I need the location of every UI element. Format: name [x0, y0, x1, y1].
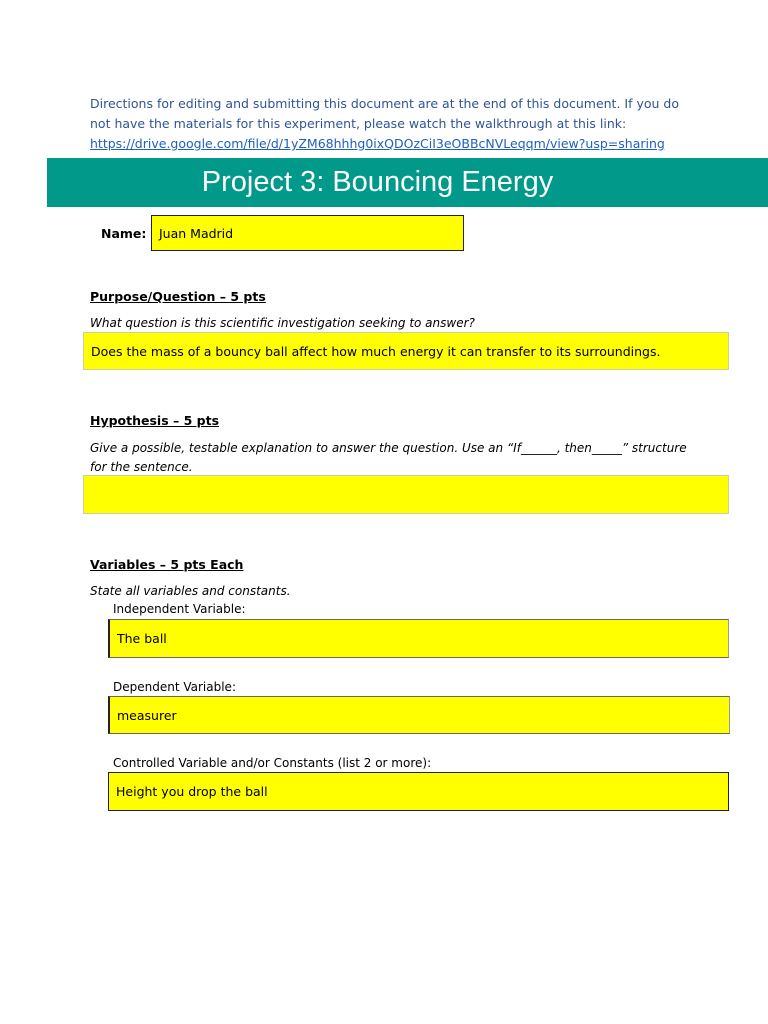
independent-variable-label: Independent Variable:: [113, 602, 246, 616]
title-banner: [47, 158, 768, 207]
page-title: Project 3: Bouncing Energy: [201, 166, 554, 198]
purpose-answer-field[interactable]: Does the mass of a bouncy ball affect how much energy it can transfer to its surroundings.: [83, 332, 729, 370]
controlled-variable-field[interactable]: Height you drop the ball: [108, 772, 729, 811]
purpose-prompt: What question is this scientific investigation seeking to answer?: [90, 316, 475, 330]
walkthrough-link[interactable]: https://drive.google.com/file/d/1yZM68hhhg0ixQDOzCiI3eOBBcNVLeqqm/view?usp=sharing: [90, 136, 665, 151]
hypothesis-answer-field[interactable]: [83, 475, 729, 514]
hypothesis-prompt: Give a possible, testable explanation to answer the question. Use an “If______, then_____” structure for the sentence.: [90, 441, 687, 474]
dependent-variable-field[interactable]: measurer: [108, 696, 730, 734]
hypothesis-heading: Hypothesis – 5 pts: [90, 413, 220, 428]
name-field[interactable]: Juan Madrid: [151, 215, 464, 251]
controlled-variable-label: Controlled Variable and/or Constants (list 2 or more):: [113, 756, 432, 770]
name-label: Name:: [101, 226, 147, 241]
directions-text: [90, 94, 690, 154]
purpose-heading: Purpose/Question – 5 pts: [90, 289, 266, 304]
independent-variable-field[interactable]: The ball: [108, 619, 729, 658]
variables-prompt: State all variables and constants.: [90, 584, 291, 598]
directions-body: Directions for editing and submitting this document are at the end of this document. If you do not have the materials for this experiment, please watch the walkthrough at this link:: [90, 96, 679, 131]
variables-heading: Variables – 5 pts Each: [90, 557, 244, 572]
dependent-variable-label: Dependent Variable:: [113, 680, 236, 694]
